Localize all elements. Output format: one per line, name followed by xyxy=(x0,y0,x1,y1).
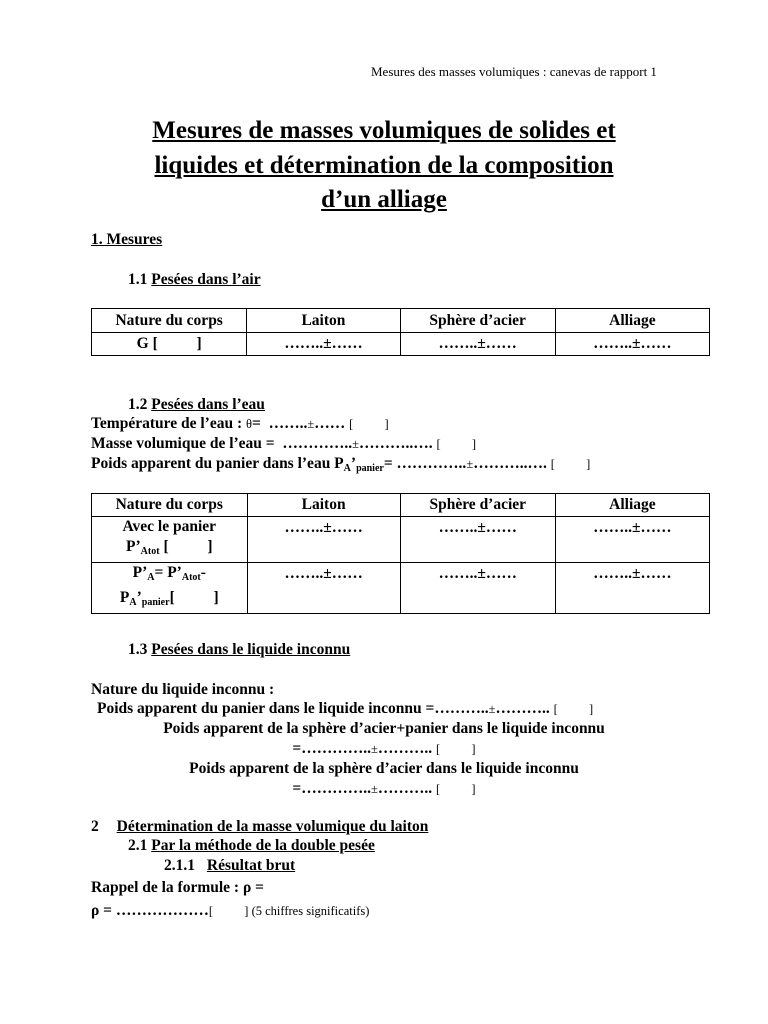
basket-liquid-weight-line xyxy=(97,700,593,718)
unit-bracket: [ ] xyxy=(436,742,476,756)
table-cell: ……..±…… xyxy=(400,333,555,356)
subsection-2-1-heading xyxy=(128,837,375,855)
table-header: Laiton xyxy=(247,309,400,333)
table-header: Nature du corps xyxy=(92,494,248,517)
rho-symbol: ρ xyxy=(91,902,100,919)
label: Masse volumique de l’eau = ………….. xyxy=(91,435,353,452)
table-cell: ……..±…… xyxy=(555,563,709,614)
plus-minus: ± xyxy=(371,742,378,756)
row-label-symbol: = P’ xyxy=(154,564,182,581)
subsection-title: Pesées dans l’air xyxy=(151,271,261,288)
plus-minus: ± xyxy=(466,457,474,471)
subsection-2-1-1-heading xyxy=(164,857,295,875)
value: ……….. xyxy=(377,740,436,757)
unit-bracket: [ ] xyxy=(436,437,477,451)
subscript: panier xyxy=(141,597,170,608)
sphere-liquid-label: Poids apparent de la sphère d’acier dans le liquide inconnu xyxy=(189,760,579,777)
density-result-line xyxy=(91,902,369,920)
title-line-2: liquides et détermination de la composition xyxy=(154,152,614,179)
label: Rappel de la formule : xyxy=(91,879,243,896)
value: =………….. xyxy=(292,740,371,757)
unit-bracket: [ ] xyxy=(550,457,591,471)
unit-bracket: [ ] xyxy=(169,589,219,606)
value: = ……………… xyxy=(99,902,209,919)
sphere-basket-liquid-value xyxy=(0,740,768,758)
basket-water-weight-line xyxy=(91,455,590,474)
title-line-1: Mesures de masses volumiques de solides et xyxy=(152,117,616,144)
row-label xyxy=(92,563,248,614)
prime: ’ xyxy=(350,455,357,472)
title-line-3: d’un alliage xyxy=(321,186,447,213)
subsection-number: 1.2 xyxy=(128,396,148,413)
row-label-symbol: P’ xyxy=(126,538,141,555)
subscript: Atot xyxy=(140,546,160,557)
value: ……….. xyxy=(495,700,554,717)
unit-bracket: [ ] xyxy=(349,417,389,431)
value: = ………….. xyxy=(383,455,467,472)
value: …… xyxy=(314,415,350,432)
table-cell: ……..±…… xyxy=(247,517,400,563)
row-label-symbol: P’ xyxy=(132,564,148,581)
equals: = xyxy=(251,879,264,896)
water-weighing-table xyxy=(91,493,710,614)
row-label-symbol: - xyxy=(200,564,206,581)
table-cell: ……..±…… xyxy=(555,517,709,563)
unit-bracket: [ ] xyxy=(553,702,594,716)
unit-bracket: [ ] xyxy=(436,782,476,796)
subscript: panier xyxy=(356,463,384,474)
subsection-1-2-heading xyxy=(128,396,265,414)
subscript: Atot xyxy=(181,572,201,583)
sphere-basket-liquid-label: Poids apparent de la sphère d’acier+panier dans le liquide inconnu xyxy=(163,720,605,737)
plus-minus: ± xyxy=(352,437,360,451)
subsection-number: 1.1 xyxy=(128,271,148,288)
subsection-title: Pesées dans l’eau xyxy=(151,396,265,413)
section-title: Détermination de la masse volumique du laiton xyxy=(116,818,429,835)
table-cell: ……..±…… xyxy=(247,563,400,614)
row-label-symbol: P xyxy=(119,589,130,606)
formula-reminder xyxy=(91,879,264,897)
subsection-1-1-heading xyxy=(128,271,261,289)
table-cell: ……..±…… xyxy=(400,563,555,614)
table-cell: ……..±…… xyxy=(247,333,400,356)
table-cell: ……..±…… xyxy=(400,517,555,563)
water-density-line xyxy=(91,435,476,453)
row-label: G [ ] xyxy=(92,333,247,356)
running-header: Mesures des masses volumiques : canevas de rapport 1 xyxy=(371,64,657,79)
sphere-liquid-value xyxy=(0,780,768,798)
significant-figures-note: (5 chiffres significatifs) xyxy=(248,904,370,918)
subsection-title: Par la méthode de la double pesée xyxy=(151,837,375,854)
prime: ’ xyxy=(136,589,142,606)
section-number: 2 xyxy=(91,818,99,835)
section-2-heading xyxy=(91,818,428,836)
subsection-title: Pesées dans le liquide inconnu xyxy=(151,641,351,658)
value: ……….. xyxy=(377,780,436,797)
label: Poids apparent du panier dans l’eau P xyxy=(91,455,344,472)
table-header: Nature du corps xyxy=(92,309,247,333)
label: Poids apparent du panier dans le liquide inconnu =……….. xyxy=(97,700,489,717)
subsection-title: Résultat brut xyxy=(206,857,296,874)
value: ………..…. xyxy=(473,455,551,472)
water-temperature-line xyxy=(91,415,389,433)
unit-bracket: [ ] xyxy=(208,904,249,918)
value: = …….. xyxy=(251,415,308,432)
table-header: Sphère d’acier xyxy=(400,309,555,333)
label: Température de l’eau : xyxy=(91,415,246,432)
section-1-heading: 1. Mesures xyxy=(91,231,163,248)
table-header: Sphère d’acier xyxy=(400,494,555,517)
value: ………..…. xyxy=(359,435,437,452)
row-label-line: Avec le panier xyxy=(122,518,217,535)
table-header: Alliage xyxy=(555,494,709,517)
plus-minus: ± xyxy=(488,702,496,716)
table-header: Laiton xyxy=(247,494,400,517)
unit-bracket: [ ] xyxy=(159,538,213,555)
subsection-number: 1.3 xyxy=(128,641,148,658)
table-cell: ……..±…… xyxy=(555,333,709,356)
theta-symbol: θ xyxy=(245,417,252,431)
plus-minus: ± xyxy=(371,782,378,796)
unknown-liquid-nature: Nature du liquide inconnu : xyxy=(91,681,275,698)
subsection-1-3-heading xyxy=(128,641,350,659)
subsection-number: 2.1 xyxy=(128,837,148,854)
value: =………….. xyxy=(292,780,371,797)
subscript: A xyxy=(129,597,137,608)
table-header: Alliage xyxy=(555,309,709,333)
air-weighing-table xyxy=(91,308,710,356)
rho-symbol: ρ xyxy=(242,879,252,896)
subscript: A xyxy=(147,572,155,583)
subscript: A xyxy=(343,463,351,474)
row-label xyxy=(92,517,248,563)
subsection-number: 2.1.1 xyxy=(164,857,195,874)
plus-minus: ± xyxy=(307,417,315,431)
